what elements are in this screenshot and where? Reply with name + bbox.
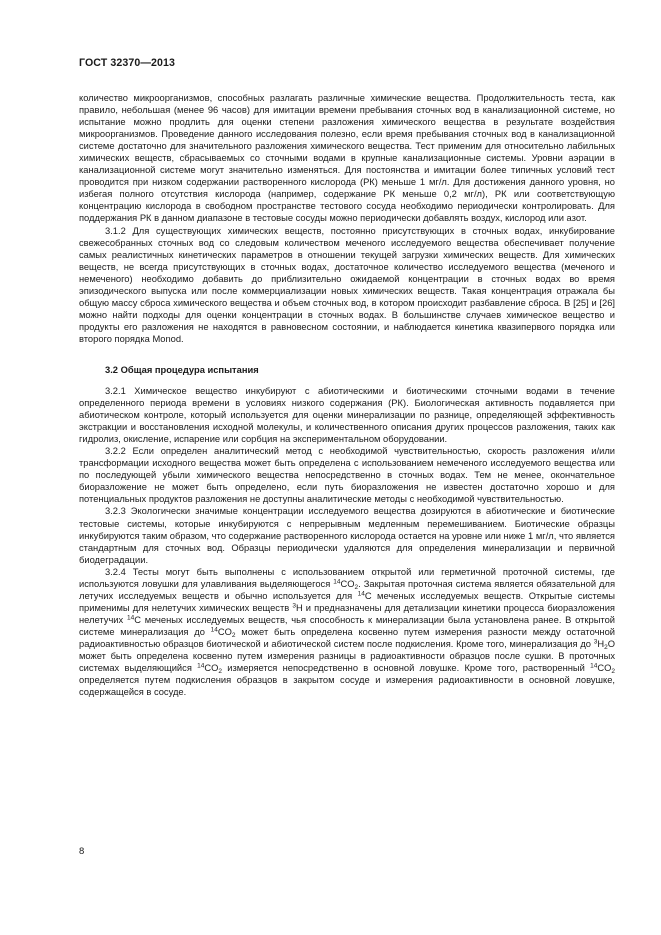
- paragraph-continuation: количество микроорганизмов, способных разлагать различные химические вещества. Продолжительность теста, как правило, небольшая (менее 96 часов) для имитации времени пребывания сточных вод в канализационной системе, но испытание можно продлить для оценки степени разложения химического вещества в результате воздействия микроорганизмов. Проведение данного исследования полезно, если время пребывания сточных вод в канализационной системе достаточно для значительного разложения химического вещества. Тест применим для относительно лабильных химических веществ, сбрасываемых со сточными водами в крупные канализационные системы. Уровни аэрации в канализационной системе могут значительно изменяться. Для постоянства и имитации более типичных условий тест проводится при низком содержании растворенного кислорода (РК) меньше 1 мг/л. Для достижения данного уровня, но избегая полного отсутствия кислорода (например, содержание РК меньше 0,2 мг/л), РК или соответствующую концентрацию кислорода в свободном пространстве тестового сосуда необходимо периодически контролировать. Для поддержания РК в данном диапазоне в тестовые сосуды можно периодически добавлять воздух, кислород или азот.: [79, 93, 615, 224]
- isotope-superscript: 14: [357, 590, 365, 598]
- paragraph-3-2-2: 3.2.2 Если определен аналитический метод с необходимой чувствительностью, скорость разложения и/или трансформации исходного вещества может быть определена с использованием немеченого исследуемого вещества или по последующей убыли химического вещества непосредственно в сточных водах. Тем не менее, окончательное биоразложение не может быть определено, если путь биоразложения не известен достаточно хорошо и для потенциальных продуктов разложения не доступны аналитические методы с необходимой чувствительностью.: [79, 446, 615, 505]
- formula-subscript: 2: [218, 668, 223, 676]
- text-run: C меченых исследуемых веществ. Открытые системы применимы для нелетучих химических веществ: [79, 590, 615, 613]
- isotope-superscript: 14: [333, 578, 341, 586]
- text-run: определяется путем подкисления образцов в закрытом сосуде и измерения радиоактивности в основной ловушке, содержащейся в сосуде.: [79, 675, 615, 698]
- text-run: C меченых исследуемых веществ, чья способность к минерализации была установлена ранее. В открытой системе минерализация до: [79, 614, 616, 637]
- isotope-superscript: 14: [197, 662, 205, 670]
- body-text: [79, 92, 615, 698]
- formula-base: CO: [597, 663, 612, 674]
- formula-subscript: 2: [354, 583, 359, 591]
- formula-subscript: 2: [611, 668, 615, 676]
- paragraph-3-2-3: 3.2.3 Экологически значимые концентрации исследуемого вещества дозируются в абиотические и биотические тестовые системы, которые инкубируются с непрерывным медленным перемешиванием. Биотические образцы инкубируются таким образом, что содержание растворенного кислорода остается на уровне или ниже 1 мг/л, что является стандартным для сточных вод. Образцы периодически удаляются для определения минерализации и первичной биодеградации.: [79, 506, 615, 565]
- formula-base: CO: [217, 626, 232, 637]
- text-run: 3.2.4 Тесты могут быть выполнены с использованием открытой или герметичной проточной системы, где используются ловушки для улавливания выделяющегося: [79, 566, 615, 589]
- isotope-superscript: 3: [292, 602, 296, 610]
- formula-subscript: 2: [231, 631, 236, 639]
- formula-base: O: [607, 638, 615, 649]
- text-run: может быть определена косвенно путем измерения разницы в радиоактивности образцов после сушки. В проточных системах выделяющийся: [79, 651, 615, 674]
- text-run: может быть определена косвенно путем измерения разности между остаточной радиоактивностью образцов биотической и абиотической систем после подкисления. Кроме того, минерализация до: [79, 626, 616, 649]
- formula-base: H: [597, 638, 605, 649]
- formula-base: CO: [204, 663, 219, 674]
- isotope-superscript: 14: [210, 626, 218, 634]
- page-number: 8: [79, 846, 85, 857]
- formula-subscript: 2: [604, 643, 608, 651]
- isotope-superscript: 3: [593, 638, 598, 646]
- text-run: H и предназначены для детализации кинетики процесса биоразложения нелетучих: [79, 602, 615, 625]
- paragraph-3-2-1: 3.2.1 Химическое вещество инкубируют с абиотическими и биотическими сточными водами в течение определенного периода времени в условиях низкого содержания (РК). Биологическая активность подавляется при абиотическом контроле, который используется для оценки минерализации по разнице, определяющей эффективность экстракции и восстановления исходной молекулы, и количественного описания других процессов разложения, таких как гидролиз, окисление, испарение или сорбция на экспериментальном оборудовании.: [79, 385, 615, 445]
- formula-base: CO: [340, 578, 355, 589]
- text-run: измеряется непосредственно в основной ловушке. Кроме того, растворенный: [222, 663, 591, 674]
- section-heading-3-2: 3.2 Общая процедура испытания: [105, 364, 259, 375]
- paragraph-3-1-2: 3.1.2 Для существующих химических веществ, постоянно присутствующих в сточных водах, инкубирование свежесобранных сточных вод со следовым количеством меченого исследуемого вещества обеспечивает получение самых реалистичных кинетических параметров в отношении текущей загрузки химических веществ. Для химических веществ, не всегда присутствующих в сточных водах, достаточное количество исследуемого вещества (меченого и немеченого) необходимо добавить до приблизительно ожидаемой концентрации в сточных водах во время эпизодического выпуска или после коммерциализации новых химических веществ. Такая концентрация отражала бы общую массу сброса химического вещества и объем сточных вод, в котором происходит разбавление сброса. В [25] и [26] можно найти подходы для оценки концентрации в сточных водах. В большинстве случаев химическое вещество и продукты его разложения не находятся в равновесном состоянии, и наблюдается кинетика квазипервого порядка или второго порядка Monod.: [79, 225, 615, 344]
- paragraph-3-2-4: [79, 566, 615, 699]
- standard-header: ГОСТ 32370—2013: [79, 57, 176, 69]
- text-run: . Закрытая проточная система является обязательной для летучих исследуемых веществ и обычно используется для: [79, 578, 616, 601]
- isotope-superscript: 14: [126, 614, 135, 622]
- isotope-superscript: 14: [590, 662, 598, 670]
